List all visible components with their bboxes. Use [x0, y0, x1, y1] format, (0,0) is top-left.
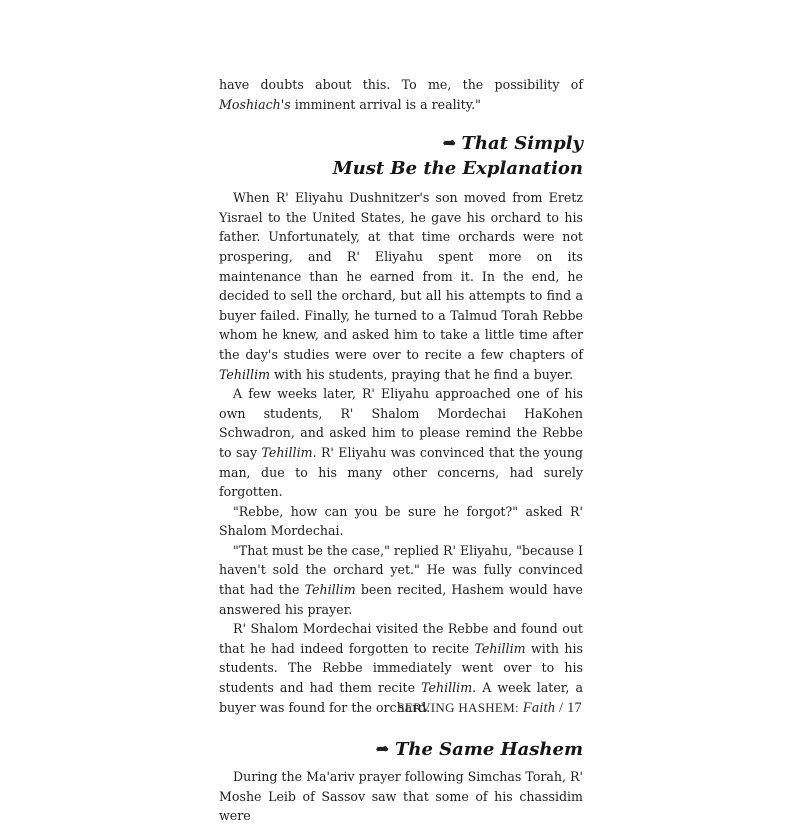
paragraph — [219, 541, 583, 619]
text-run: During the Ma'ariv prayer following Simchas Torah, R' Moshe Leib of Sassov saw that some of his chassidim were — [219, 769, 583, 824]
italic-term: Tehillim — [304, 582, 356, 598]
section-heading-that-simply — [219, 131, 583, 181]
text-run: A few weeks later, R' Eliyahu approached one of his own students, R' Shalom Mordechai HaKohen Schwadron, and asked him to please remind the Rebbe to say — [219, 386, 583, 460]
italic-term: Tehillim — [421, 680, 473, 696]
text-run: When R' Eliyahu Dushnitzer's son moved from Eretz Yisrael to the United States, he gave his orchard to his father. Unfortunately, at that time orchards were not prospering, and R' Eliyahu spent more on its maintenance than he earned from it. In the end, he decided to sell the orchard, but all his attempts to find a buyer failed. Finally, he turned to a Talmud Torah Rebbe whom he knew, and asked him to take a little time after the day's studies were over to recite a few chapters of — [219, 190, 583, 362]
text-run: have doubts about this. To me, the possibility of — [219, 77, 583, 92]
paragraph — [219, 188, 583, 384]
text-run: . A week later, a buyer was found for the orchard. — [219, 680, 584, 715]
text-run: "Rebbe, how can you be sure he forgot?" asked R' Shalom Mordechai. — [219, 503, 583, 539]
text-run: "That must be the case," replied R' Eliyahu, "because I haven't sold the orchard yet." He was fully convinced that had the — [219, 542, 583, 598]
text-run: with his students, praying that he find a buyer. — [270, 366, 574, 382]
running-subtitle: Faith — [522, 700, 556, 716]
section-heading-the-same-hashem — [219, 737, 583, 762]
page-number: 17 — [567, 700, 582, 716]
page-footer — [397, 700, 582, 717]
running-title: SERVING HASHEM: — [397, 700, 519, 715]
heading-line-1: That Simply — [461, 133, 583, 155]
text-run: with his students. The Rebbe immediately went over to his students and had them recite — [219, 640, 583, 696]
pointing-hand-ornament-icon — [442, 138, 457, 148]
text-run: . R' Eliyahu was convinced that the young man, due to his many other concerns, had surely forgotten. — [219, 444, 583, 500]
italic-term: Tehillim — [261, 444, 313, 460]
italic-term: Tehillim — [474, 640, 526, 656]
paragraph — [219, 384, 583, 502]
heading-text: The Same Hashem — [394, 739, 583, 761]
paragraph — [219, 502, 583, 541]
text-run: been recited, Hashem would have answered his prayer. — [219, 582, 584, 617]
paragraph — [219, 767, 583, 826]
text-run: R' Shalom Mordechai visited the Rebbe and found out that he had indeed forgotten to recite — [219, 621, 583, 656]
footer-separator: / — [559, 700, 564, 716]
text-run: imminent arrival is a reality." — [290, 96, 481, 112]
italic-term: Tehillim — [219, 366, 271, 382]
pointing-hand-ornament-icon — [375, 744, 390, 754]
intro-paragraph — [219, 75, 583, 114]
heading-line-2: Must Be the Explanation — [332, 158, 583, 180]
italic-term: Moshiach's — [219, 96, 291, 112]
